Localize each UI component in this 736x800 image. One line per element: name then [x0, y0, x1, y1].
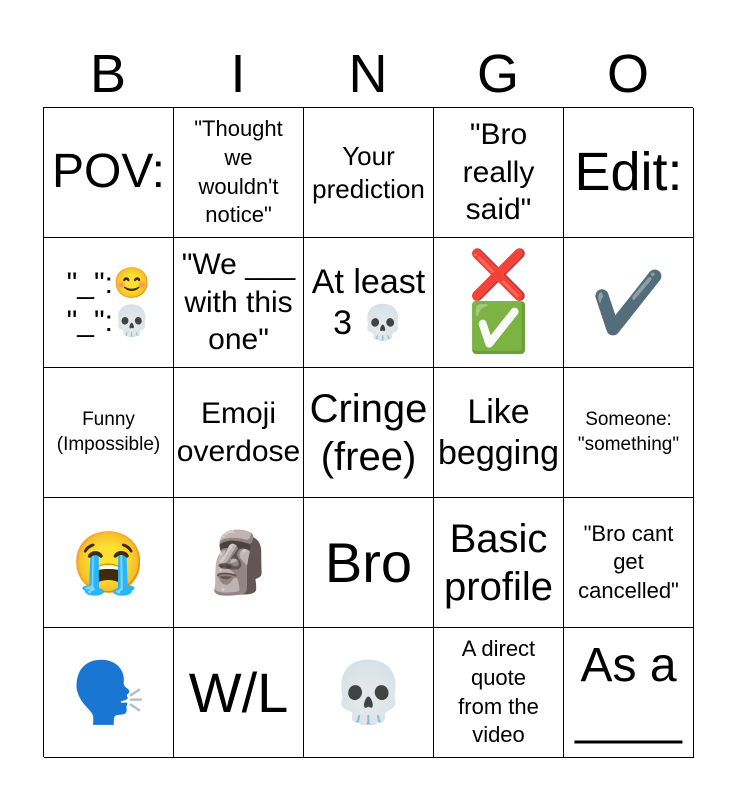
bingo-cell-bro-cant-get-cancelled[interactable]	[564, 498, 694, 628]
bingo-cell-w-l[interactable]	[174, 628, 304, 758]
bingo-cell-basic-profile[interactable]	[434, 498, 564, 628]
cell-text: W/L	[188, 660, 289, 724]
header-letter-g: G	[476, 44, 519, 104]
cell-text: ✔️	[591, 268, 666, 336]
cell-text: POV:	[52, 145, 165, 199]
bingo-header	[43, 40, 693, 108]
bingo-cell-speaking-head-icon[interactable]	[44, 628, 174, 758]
cell-text: Someone: "something"	[577, 408, 680, 455]
cell-text: Your prediction	[312, 141, 425, 204]
cell-text: A direct quote from the video	[458, 636, 539, 748]
cell-text: Edit:	[574, 141, 683, 202]
header-letter-o: O	[606, 44, 649, 104]
bingo-cell-at-least-3-skulls[interactable]	[304, 238, 434, 368]
bingo-cell-as-a-blank[interactable]	[564, 628, 694, 758]
cell-text: Cringe (free)	[309, 386, 428, 479]
bingo-cell-edit[interactable]	[564, 108, 694, 238]
bingo-cell-bro[interactable]	[304, 498, 434, 628]
cell-text: Bro	[324, 530, 413, 594]
bingo-cell-like-begging[interactable]	[434, 368, 564, 498]
cell-text: As a ____	[575, 638, 682, 745]
header-letter-b: B	[89, 44, 127, 104]
cell-text: 😭	[71, 528, 146, 596]
cell-text: "_":😊 "_":💀	[66, 267, 151, 338]
cell-text: "Bro cant get cancelled"	[578, 520, 679, 603]
bingo-cell-your-prediction[interactable]	[304, 108, 434, 238]
bingo-cell-we-with-this-one[interactable]	[174, 238, 304, 368]
cell-text: Like begging	[438, 392, 560, 472]
bingo-cell-crying-icon[interactable]	[44, 498, 174, 628]
bingo-cell-checkmark-icon[interactable]	[564, 238, 694, 368]
cell-text: 💀	[331, 658, 406, 726]
bingo-board	[43, 107, 693, 757]
bingo-cell-bro-really-said[interactable]	[434, 108, 564, 238]
bingo-cell-moai-icon[interactable]	[174, 498, 304, 628]
cell-text: Emoji overdose	[176, 397, 301, 468]
bingo-cell-pov[interactable]	[44, 108, 174, 238]
cell-text: ❌ ✅	[468, 248, 529, 355]
bingo-cell-cringe-free[interactable]	[304, 368, 434, 498]
header-letter-i: I	[230, 44, 246, 104]
bingo-cell-someone-something[interactable]	[564, 368, 694, 498]
cell-text: Basic profile	[444, 516, 553, 609]
cell-text: "Bro really said"	[462, 118, 535, 227]
bingo-cell-skull-icon[interactable]	[304, 628, 434, 758]
cell-text: At least 3 💀	[311, 262, 426, 342]
bingo-cell-thought-we-wouldnt-notice[interactable]	[174, 108, 304, 238]
bingo-cell-emoji-comparison[interactable]	[44, 238, 174, 368]
bingo-cell-cross-check-icon[interactable]	[434, 238, 564, 368]
cell-text: "We ___ with this one"	[181, 248, 296, 357]
cell-text: 🗣️	[71, 658, 146, 726]
cell-text: Funny (Impossible)	[56, 408, 161, 455]
cell-text: 🗿	[201, 528, 276, 596]
cell-text: "Thought we wouldn't notice"	[194, 116, 283, 228]
header-letter-n: N	[348, 44, 388, 104]
bingo-cell-emoji-overdose[interactable]	[174, 368, 304, 498]
bingo-cell-funny-impossible[interactable]	[44, 368, 174, 498]
bingo-cell-direct-quote[interactable]	[434, 628, 564, 758]
